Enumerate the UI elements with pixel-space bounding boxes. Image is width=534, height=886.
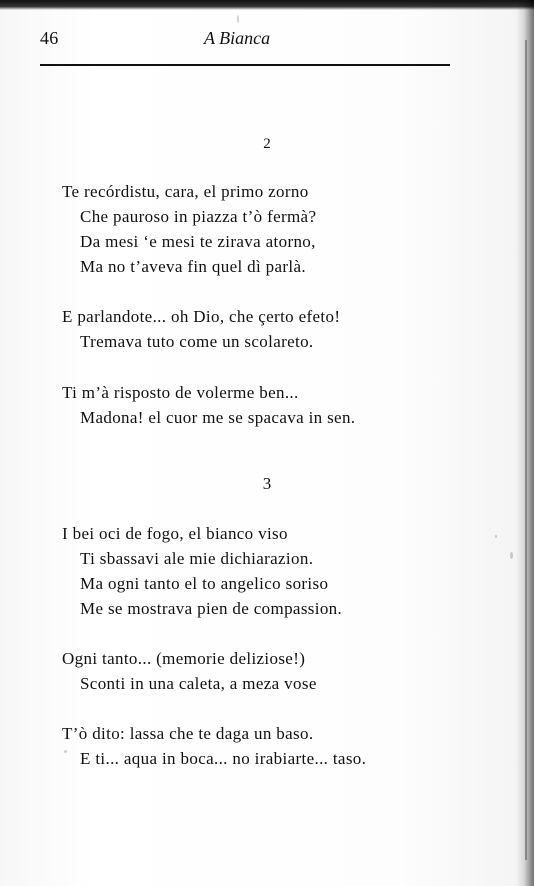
poem-line: E ti... aqua in boca... no irabiarte... taso. bbox=[80, 749, 367, 768]
poem-line: Madona! el cuor me se spacava in sen. bbox=[80, 408, 356, 427]
page-edge-line bbox=[525, 40, 527, 860]
poem-line: Ti sbassavi ale mie dichiarazion. bbox=[80, 549, 314, 568]
poem-line: T’ò dito: lassa che te daga un baso. bbox=[62, 724, 314, 743]
scan-mark bbox=[510, 552, 513, 559]
scan-top-edge bbox=[0, 0, 534, 10]
header-rule bbox=[40, 64, 450, 66]
section-number-3: 3 bbox=[262, 474, 272, 493]
poem-line: Ma no t’aveva fin quel dì parlà. bbox=[80, 257, 306, 276]
poem-line: Ti m’à risposto de volerme ben... bbox=[62, 383, 299, 402]
poem-line: I bei oci de fogo, el bianco viso bbox=[62, 524, 288, 543]
running-title: A Bianca bbox=[204, 28, 271, 48]
poem-line: Te recórdistu, cara, el primo zorno bbox=[62, 182, 309, 201]
page-header bbox=[40, 28, 450, 64]
page-number: 46 bbox=[40, 28, 59, 48]
scan-mark bbox=[64, 750, 67, 753]
poem-line: Me se mostrava pien de compassion. bbox=[80, 599, 343, 618]
poem-line: Da mesi ‘e mesi te zirava atorno, bbox=[80, 232, 316, 251]
poem-line: E parlandote... oh Dio, che çerto efeto! bbox=[62, 307, 341, 326]
poem-line: Ma ogni tanto el to angelico soriso bbox=[80, 574, 329, 593]
poem-line: Ogni tanto... (memorie deliziose!) bbox=[62, 649, 306, 668]
poem-line: Tremava tuto come un scolareto. bbox=[80, 332, 314, 351]
poem-line: Sconti in una caleta, a meza vose bbox=[80, 674, 317, 693]
section-number-2: 2 bbox=[263, 136, 271, 152]
scan-mark bbox=[495, 535, 497, 538]
poem-line: Che pauroso in piazza t’ò fermà? bbox=[80, 207, 317, 226]
scan-mark bbox=[237, 15, 239, 23]
